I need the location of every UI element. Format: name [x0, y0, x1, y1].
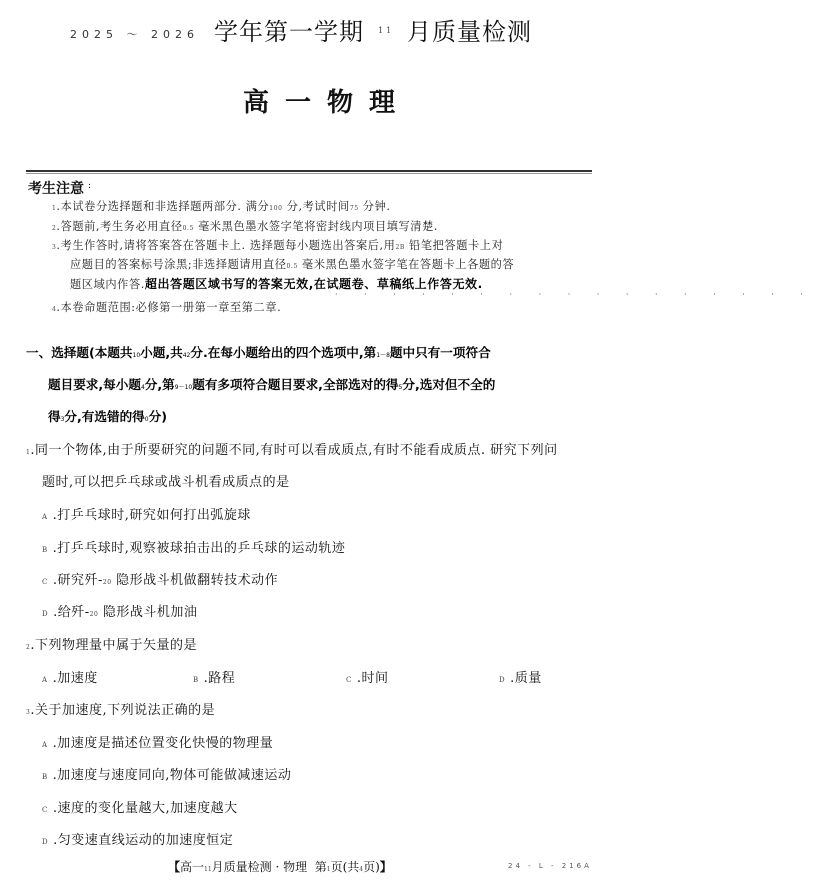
option-text: .质量: [510, 671, 542, 686]
section-heading-line1: [26, 342, 491, 361]
section-sup: 42: [182, 352, 191, 359]
section-text: 一、选择题(本题共: [26, 345, 133, 360]
option-text: .研究歼-: [52, 573, 103, 588]
footer-sup: 4: [359, 866, 364, 873]
q3-option-b: [42, 764, 291, 783]
section-text: 分,选对但不全的: [402, 377, 496, 392]
option-text: .打乒乓球时,研究如何打出弧旋球: [52, 508, 251, 523]
page-footer: [168, 858, 392, 875]
question-2-stem: [26, 634, 197, 653]
notice-text: 分,考试时间: [282, 200, 350, 213]
notice-sup: 0.5: [286, 263, 298, 270]
notice-item-number: 3: [52, 244, 57, 251]
option-label: C: [42, 806, 48, 814]
notice-text: 应题目的答案标号涂黑;非选择题请用直径: [70, 258, 287, 271]
notice-item-number: 1: [52, 205, 57, 212]
option-label: C: [42, 578, 48, 586]
question-number: 2: [26, 644, 31, 651]
notice-text: .本卷命题范围:必修第一册第一章至第二章.: [56, 301, 282, 314]
divider-line: [26, 170, 592, 172]
footer-sup: 1: [326, 866, 331, 873]
section-heading-line3: [48, 406, 167, 425]
notice-sup: 100: [269, 205, 283, 212]
section-sup: 10: [132, 352, 141, 359]
notice-text: .答题前,考生务必用直径: [56, 220, 183, 233]
q2-option-d: [499, 667, 542, 686]
option-label: D: [499, 676, 506, 684]
option-label: A: [42, 741, 48, 749]
notice-item-number: 2: [52, 225, 57, 232]
notice-bold-warning: 超出答题区域书写的答案无效,在试题卷、草稿纸上作答无效.: [144, 277, 483, 291]
decorative-dots: · · · · · · · · · · · · · · · · ·: [335, 290, 815, 299]
q2-option-a: [42, 667, 98, 686]
question-3-stem: [26, 699, 215, 718]
q1-option-c: [42, 569, 278, 588]
option-label: A: [42, 676, 48, 684]
section-text: 得: [48, 409, 61, 424]
section-text: 分.在每小题给出的四个选项中,第: [190, 345, 377, 360]
option-text: 隐形战斗机做翻转技术动作: [111, 573, 279, 588]
section-sup: 9～10: [174, 384, 193, 391]
footer-code: 24 - L - 216A: [508, 862, 592, 870]
q3-option-d: [42, 829, 233, 848]
exam-title-part2: 月质量检测: [407, 18, 532, 46]
option-text: .路程: [203, 671, 236, 686]
notice-text: .本试卷分选择题和非选择题两部分. 满分: [56, 200, 270, 213]
option-sup: 20: [89, 611, 99, 618]
section-text: 分,有选错的得: [64, 409, 145, 424]
q3-option-a: [42, 732, 273, 751]
section-sup: 5: [398, 384, 403, 391]
option-label: C: [346, 676, 352, 684]
q1-option-d: [42, 601, 197, 620]
question-number: 3: [26, 709, 31, 716]
option-label: B: [42, 773, 48, 781]
notice-colon: :: [88, 181, 92, 191]
notice-item-1: [52, 198, 391, 214]
subject-title: 高一物理: [243, 88, 412, 118]
section-heading-line2: [48, 374, 495, 393]
notice-item-3: [52, 237, 503, 253]
option-text: .匀变速直线运动的加速度恒定: [53, 833, 234, 848]
option-text: .加速度与速度同向,物体可能做减速运动: [52, 768, 292, 783]
footer-text: 月质量检测 · 物理: [211, 860, 308, 874]
option-label: B: [42, 546, 48, 554]
footer-text: 页): [363, 860, 380, 874]
notice-text: 毫米黑色墨水签字笔在答题卡上各题的答: [297, 258, 515, 271]
question-text: .同一个物体,由于所要研究的问题不同,有时可以看成质点,有时不能看成质点. 研究下列问: [30, 443, 558, 458]
question-text: .下列物理量中属于矢量的是: [30, 638, 197, 653]
q3-option-c: [42, 797, 238, 816]
section-sup: 4: [140, 384, 145, 391]
exam-title-part1: 学年第一学期: [214, 18, 364, 46]
question-1-stem: [26, 439, 558, 458]
option-label: B: [193, 676, 199, 684]
section-text: 分): [148, 409, 167, 424]
notice-sup: 2B: [395, 244, 405, 251]
footer-sup: 11: [204, 866, 212, 873]
q1-option-a: [42, 504, 251, 523]
option-label: D: [42, 610, 49, 618]
footer-bracket: 【: [168, 860, 181, 874]
section-text: 题目要求,每小题: [48, 377, 141, 392]
footer-text: 页(共: [330, 860, 360, 874]
option-sup: 20: [102, 579, 112, 586]
divider-line-thin: [26, 173, 592, 174]
notice-sup: 0.5: [182, 225, 194, 232]
question-1-stem-line2: 题时,可以把乒乓球或战斗机看成质点的是: [42, 475, 290, 490]
option-text: .打乒乓球时,观察被球拍击出的乒乓球的运动轨迹: [52, 541, 346, 556]
q2-option-b: [193, 667, 235, 686]
option-label: D: [42, 838, 49, 846]
question-number: 1: [26, 449, 31, 456]
q1-option-b: [42, 537, 345, 556]
notice-text: 分钟.: [358, 200, 391, 213]
exam-month-number: 11: [378, 26, 395, 35]
exam-year: 2025 ～ 2026: [70, 28, 199, 41]
option-text: .加速度: [52, 671, 98, 686]
section-text: 题中只有一项符合: [389, 345, 491, 360]
question-text: .关于加速度,下列说法正确的是: [30, 703, 216, 718]
section-sup: 1～8: [376, 352, 390, 359]
notice-text: 题区域内作答.: [70, 278, 145, 291]
option-text: .时间: [356, 671, 389, 686]
section-text: 题有多项符合题目要求,全部选对的得: [192, 377, 399, 392]
notice-item-number: 4: [52, 306, 57, 313]
option-text: .速度的变化量越大,加速度越大: [52, 801, 238, 816]
notice-text: 毫米黑色墨水签字笔将密封线内项目填写清楚.: [193, 220, 439, 233]
notice-sup: 75: [349, 205, 359, 212]
notice-item-3-line2: [70, 256, 514, 272]
notice-item-2: [52, 218, 438, 234]
option-text: .加速度是描述位置变化快慢的物理量: [52, 736, 274, 751]
footer-bracket: 】: [379, 860, 392, 874]
q2-option-c: [346, 667, 389, 686]
notice-title: 考生注意: [28, 181, 84, 197]
notice-text: 铅笔把答题卡上对: [404, 239, 504, 252]
footer-text: 高一: [180, 860, 205, 874]
option-text: .给歼-: [53, 605, 90, 620]
section-text: 小题,共: [140, 345, 183, 360]
section-text: 分,第: [144, 377, 175, 392]
section-sup: 0: [144, 416, 149, 423]
notice-item-4: [52, 299, 281, 315]
section-sup: 3: [60, 416, 65, 423]
option-text: 隐形战斗机加油: [98, 605, 198, 620]
footer-text: 第: [314, 860, 327, 874]
notice-text: .考生作答时,请将答案答在答题卡上. 选择题每小题选出答案后,用: [56, 239, 396, 252]
option-label: A: [42, 513, 48, 521]
